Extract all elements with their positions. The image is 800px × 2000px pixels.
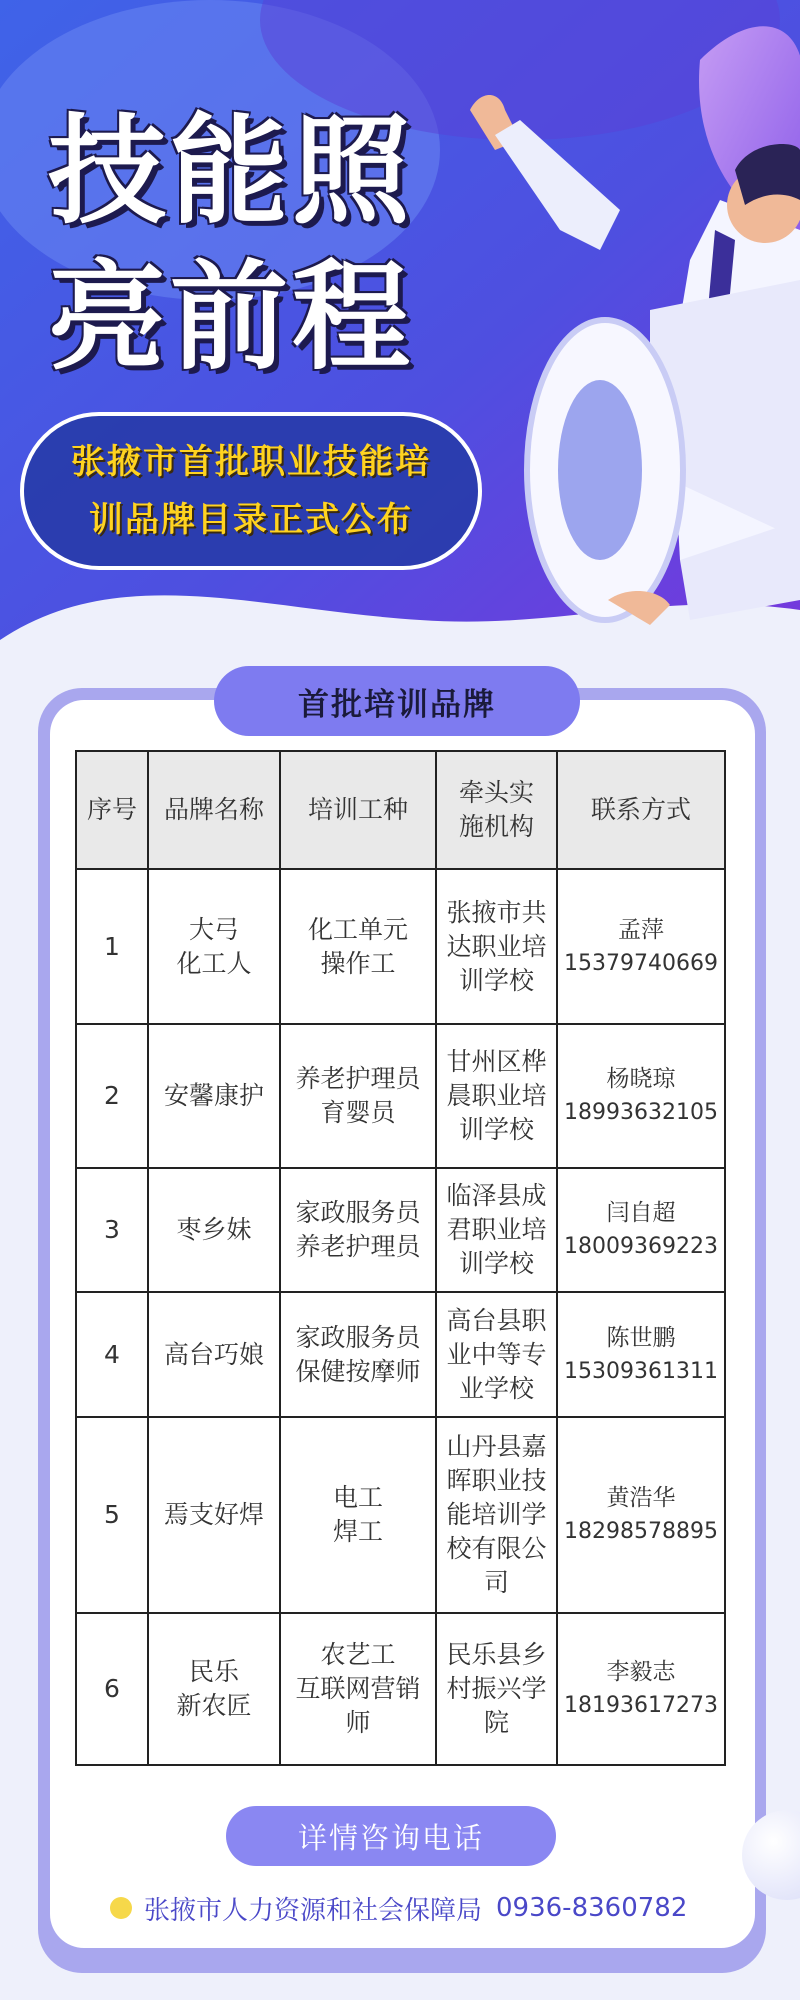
cell-org: 山丹县嘉 晖职业技 能培训学 校有限公 司	[436, 1417, 557, 1613]
header-index: 序号	[76, 751, 148, 869]
table-row	[76, 1024, 725, 1168]
section-tab	[214, 666, 580, 736]
cell-brand: 枣乡妹	[148, 1168, 280, 1292]
cell-trade: 农艺工 互联网营销 师	[280, 1613, 436, 1765]
cell-org: 甘州区桦 晨职业培 训学校	[436, 1024, 557, 1168]
cell-brand: 民乐 新农匠	[148, 1613, 280, 1765]
subtitle-line2: 训品牌目录正式公布	[89, 500, 413, 540]
table-row	[76, 1168, 725, 1292]
footer-contact	[110, 1888, 687, 1928]
cell-trade: 养老护理员 育婴员	[280, 1024, 436, 1168]
bullet-dot-icon	[110, 1897, 132, 1919]
cell-brand: 大弓 化工人	[148, 869, 280, 1024]
header-contact: 联系方式	[557, 751, 725, 869]
cell-index: 4	[76, 1292, 148, 1417]
contact-phone[interactable]: 18298578895	[564, 1519, 718, 1544]
header-trade: 培训工种	[280, 751, 436, 869]
consult-label: 详情咨询电话	[297, 1820, 484, 1855]
contact-person: 孟萍	[618, 916, 664, 943]
footer-phone[interactable]: 0936-8360782	[496, 1893, 688, 1923]
cell-org: 高台县职 业中等专 业学校	[436, 1292, 557, 1417]
brand-table	[75, 750, 726, 1766]
table-header-row	[76, 751, 725, 869]
consult-phone-button[interactable]	[226, 1806, 556, 1866]
cell-trade: 化工单元 操作工	[280, 869, 436, 1024]
header-org: 牵头实 施机构	[436, 751, 557, 869]
cell-index: 1	[76, 869, 148, 1024]
contact-person: 陈世鹏	[606, 1324, 676, 1351]
table-row	[76, 1613, 725, 1765]
cell-org: 民乐县乡 村振兴学 院	[436, 1613, 557, 1765]
cell-brand: 安馨康护	[148, 1024, 280, 1168]
cell-contact	[557, 1417, 725, 1613]
contact-phone[interactable]: 15379740669	[564, 950, 718, 976]
cell-index: 3	[76, 1168, 148, 1292]
table-row	[76, 869, 725, 1024]
subtitle-line1: 张掖市首批职业技能培	[71, 442, 431, 482]
contact-phone[interactable]: 15309361311	[564, 1358, 718, 1384]
cell-org: 临泽县成 君职业培 训学校	[436, 1168, 557, 1292]
header-brand: 品牌名称	[148, 751, 280, 869]
cell-contact	[557, 1024, 725, 1168]
cell-contact	[557, 1168, 725, 1292]
subtitle-pill	[20, 412, 482, 570]
contact-phone[interactable]: 18993632105	[564, 1100, 718, 1125]
footer-agency: 张掖市人力资源和社会保障局	[144, 1895, 483, 1926]
contact-person: 黄浩华	[606, 1485, 676, 1511]
contact-phone[interactable]: 18009369223	[564, 1234, 718, 1259]
cell-trade: 家政服务员 养老护理员	[280, 1168, 436, 1292]
section-tab-label: 首批培训品牌	[298, 686, 496, 723]
cell-brand: 高台巧娘	[148, 1292, 280, 1417]
cell-brand: 焉支好焊	[148, 1417, 280, 1613]
hero-title-line2: 亮前程	[48, 248, 415, 386]
cell-index: 6	[76, 1613, 148, 1765]
cell-trade: 电工 焊工	[280, 1417, 436, 1613]
cell-index: 5	[76, 1417, 148, 1613]
contact-person: 李毅志	[606, 1659, 676, 1685]
hero-title-line1: 技能照	[48, 102, 415, 240]
cell-contact	[557, 1613, 725, 1765]
cell-trade: 家政服务员 保健按摩师	[280, 1292, 436, 1417]
table-row	[76, 1292, 725, 1417]
table-row	[76, 1417, 725, 1613]
contact-person: 杨晓琼	[606, 1066, 676, 1092]
cell-contact	[557, 869, 725, 1024]
cell-index: 2	[76, 1024, 148, 1168]
contact-person: 闫自超	[606, 1200, 676, 1226]
cell-contact	[557, 1292, 725, 1417]
cell-org: 张掖市共 达职业培 训学校	[436, 869, 557, 1024]
contact-phone[interactable]: 18193617273	[564, 1693, 718, 1718]
hero-banner	[0, 0, 800, 700]
